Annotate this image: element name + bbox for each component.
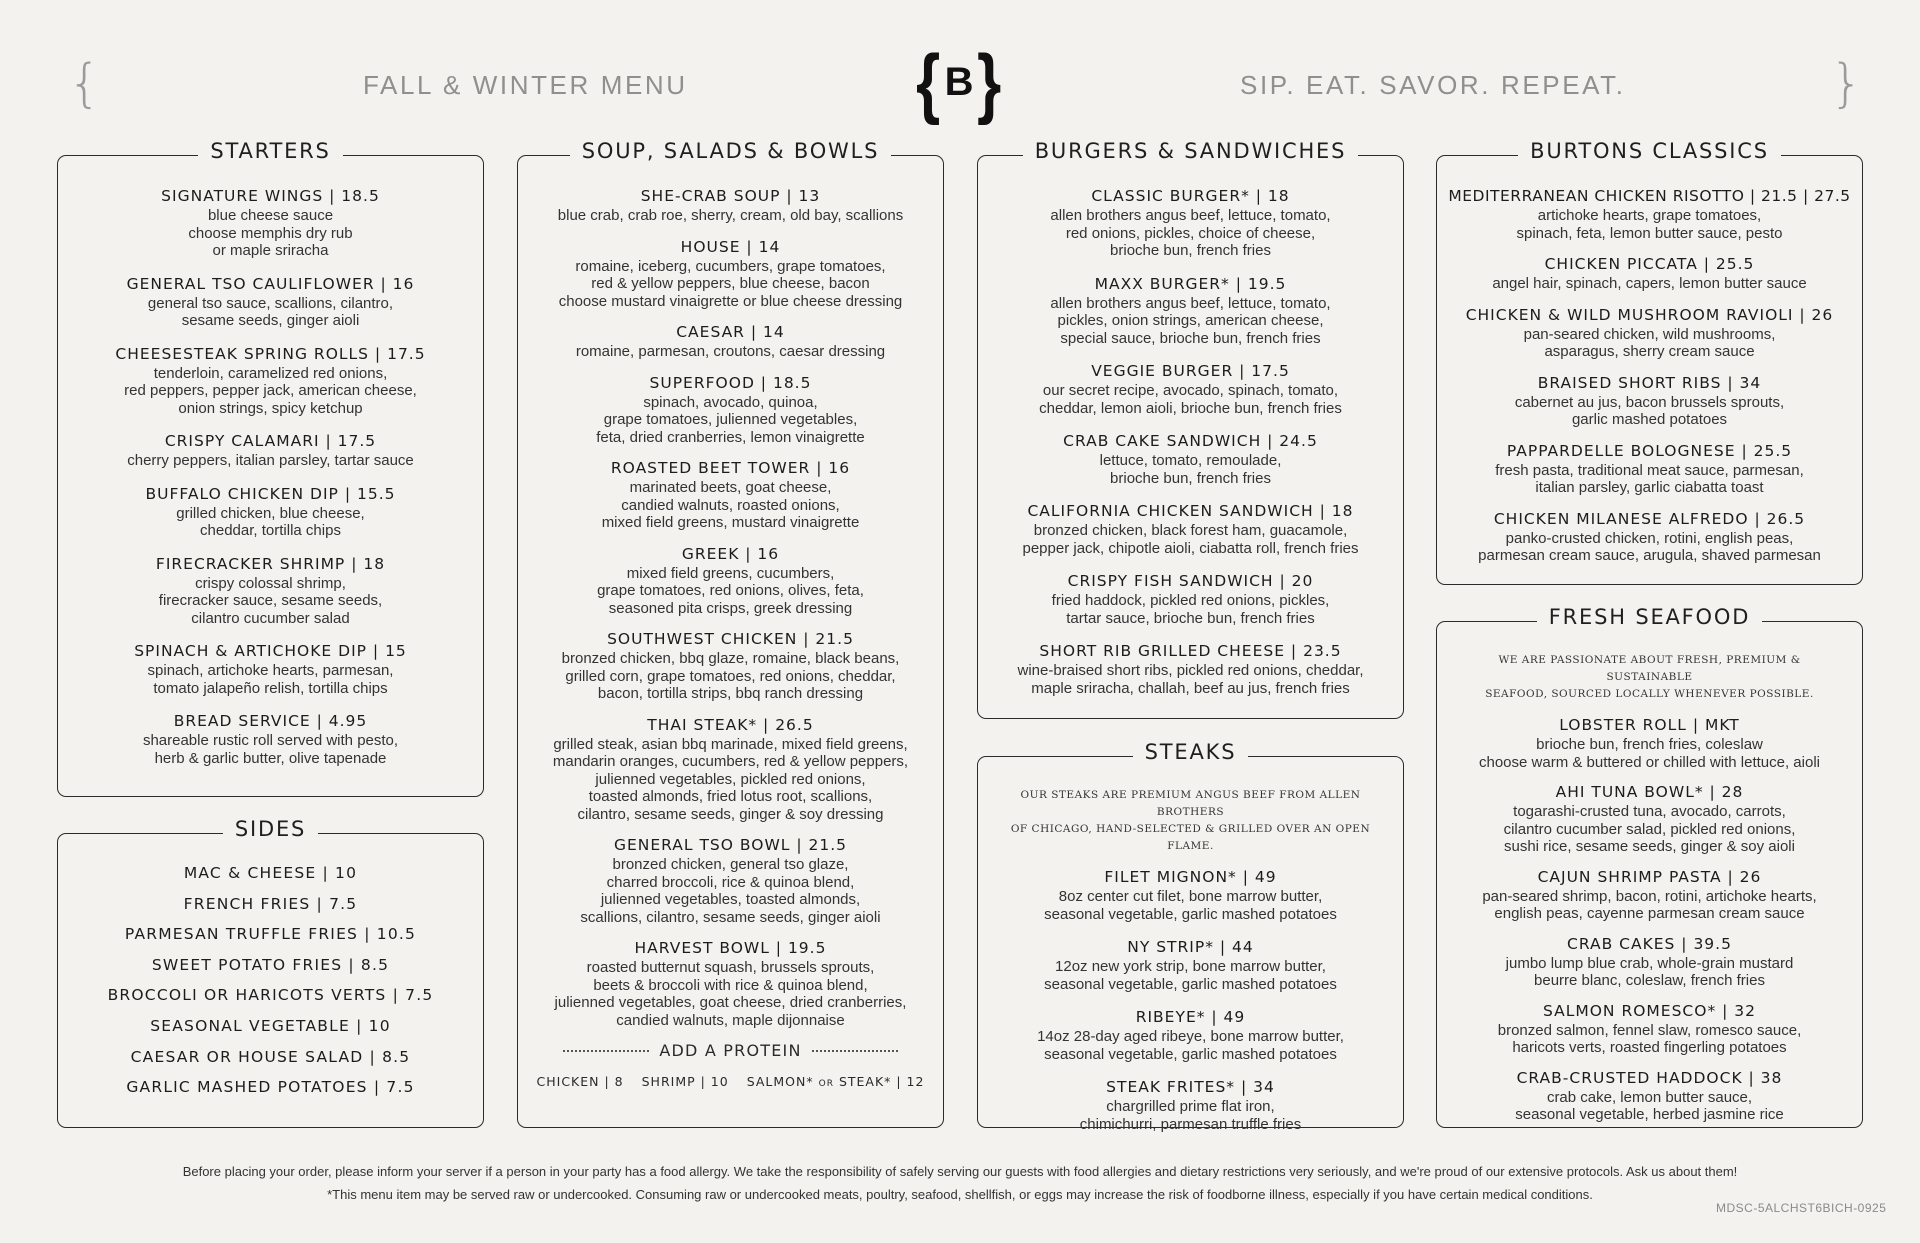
menu-item xyxy=(58,484,483,540)
steaks-title-wrap xyxy=(978,742,1403,763)
desc-line: asparagus, sherry cream sauce xyxy=(1544,343,1755,360)
item-name: FILET MIGNON* | 49 xyxy=(1104,868,1277,886)
desc-line: cherry peppers, italian parsley, tartar sauce xyxy=(127,452,414,469)
item-desc xyxy=(1437,326,1862,361)
item-desc xyxy=(1437,394,1862,429)
item-desc xyxy=(58,662,483,697)
classics-title-wrap xyxy=(1437,141,1862,162)
desc-line: seasonal vegetable, garlic mashed potatoes xyxy=(1044,905,1337,923)
menu-item xyxy=(58,554,483,628)
item-name: CHEESESTEAK SPRING ROLLS | 17.5 xyxy=(115,344,426,363)
desc-line: shareable rustic roll served with pesto, xyxy=(142,732,399,749)
item-desc xyxy=(518,565,943,618)
item-name: SUPERFOOD | 18.5 xyxy=(649,373,812,392)
item-desc xyxy=(58,295,483,330)
desc-line: crab cake, lemon butter sauce, xyxy=(1546,1088,1753,1106)
menu-item xyxy=(978,274,1403,348)
desc-line: chimichurri, parmesan truffle fries xyxy=(1079,1115,1302,1133)
menu-item xyxy=(1437,441,1862,497)
classics-list xyxy=(1437,186,1862,577)
desc-line: 8oz center cut filet, bone marrow butter, xyxy=(1058,888,1323,905)
item-name: AHI TUNA BOWL* | 28 xyxy=(1555,783,1744,801)
item-name: SPINACH & ARTICHOKE DIP | 15 xyxy=(134,642,407,660)
item-name: BRAISED SHORT RIBS | 34 xyxy=(1537,373,1762,392)
desc-line: julienned vegetables, pickled red onions, xyxy=(595,770,866,788)
item-desc xyxy=(978,958,1403,993)
item-name: CRAB CAKE SANDWICH | 24.5 xyxy=(1063,432,1318,450)
desc-line: cheddar, lemon aioli, brioche bun, french fries xyxy=(1039,399,1342,417)
steaks-note xyxy=(978,787,1403,855)
desc-line: brioche bun, french fries xyxy=(1110,469,1271,487)
desc-line: grilled chicken, blue cheese, xyxy=(176,504,365,522)
menu-item xyxy=(518,629,943,703)
desc-line: seasonal vegetable, garlic mashed potatoes xyxy=(1044,1045,1337,1063)
desc-line: choose warm & buttered or chilled with lettuce, aioli xyxy=(1478,753,1820,771)
desc-line: english peas, cayenne parmesan cream sauce xyxy=(1494,905,1805,922)
desc-line: pan-seared shrimp, bacon, rotini, artichoke hearts, xyxy=(1482,887,1817,905)
desc-line: julienned vegetables, goat cheese, dried cranberries, xyxy=(554,994,907,1011)
desc-line: seasoned pita crisps, greek dressing xyxy=(608,599,853,617)
menu-item xyxy=(1437,934,1862,990)
sides-title: SIDES xyxy=(223,817,318,841)
item-desc xyxy=(518,394,943,447)
menu-item xyxy=(1437,715,1862,771)
item-desc xyxy=(518,856,943,926)
item-desc xyxy=(978,662,1403,697)
side-item: GARLIC MASHED POTATOES | 7.5 xyxy=(126,1078,415,1097)
desc-line: grilled corn, grape tomatoes, red onions, cheddar, xyxy=(565,667,896,685)
starters-title-wrap xyxy=(58,141,483,162)
menu-item xyxy=(58,274,483,330)
note-line: WE ARE PASSIONATE ABOUT FRESH, PREMIUM & SUSTAINABLE xyxy=(1498,654,1801,683)
desc-line: candied walnuts, roasted onions, xyxy=(621,496,840,514)
protein-steak: STEAK* | 12 xyxy=(838,1074,925,1089)
item-name: NY STRIP* | 44 xyxy=(1127,938,1254,956)
item-desc xyxy=(1437,955,1862,990)
desc-line: candied walnuts, maple dijonnaise xyxy=(616,1011,845,1029)
desc-line: pepper jack, chipotle aioli, ciabatta roll, french fries xyxy=(1022,539,1359,557)
item-desc xyxy=(58,365,483,418)
soups-title: SOUP, SALADS & BOWLS xyxy=(570,139,891,163)
item-name: THAI STEAK* | 26.5 xyxy=(647,715,814,734)
right-brace-ornament: } xyxy=(1830,54,1864,114)
protein-salmon: SALMON* xyxy=(746,1074,814,1089)
add-protein-title: ADD A PROTEIN xyxy=(659,1041,802,1060)
desc-line: general tso sauce, scallions, cilantro, xyxy=(147,294,394,312)
menu-item xyxy=(1437,186,1862,242)
note-line: OF CHICAGO, HAND-SELECTED & GRILLED OVER AN OPEN FLAME. xyxy=(1010,823,1371,852)
desc-line: bronzed chicken, bbq glaze, romaine, black beans, xyxy=(561,650,900,667)
desc-line: roasted butternut squash, brussels sprouts, xyxy=(586,959,875,976)
protein-chicken: CHICKEN | 8 xyxy=(536,1074,624,1089)
steaks-title: STEAKS xyxy=(1133,740,1249,764)
menu-item xyxy=(518,373,943,447)
desc-line: grilled steak, asian bbq marinade, mixed field greens, xyxy=(553,735,908,753)
desc-line: brioche bun, french fries, coleslaw xyxy=(1536,736,1763,753)
desc-line: romaine, iceberg, cucumbers, grape tomatoes, xyxy=(575,257,886,275)
desc-line: our secret recipe, avocado, spinach, tomato, xyxy=(1042,382,1339,399)
desc-line: tomato jalapeño relish, tortilla chips xyxy=(153,679,388,697)
desc-line: fried haddock, pickled red onions, pickles, xyxy=(1051,592,1330,609)
item-desc xyxy=(518,650,943,703)
menu-item xyxy=(1437,1068,1862,1124)
desc-line: pan-seared chicken, wild mushrooms, xyxy=(1523,325,1776,343)
protein-shrimp: SHRIMP | 10 xyxy=(641,1074,729,1089)
allergy-notice: Before placing your order, please inform your server if a person in your party has a food allergy. We take the responsibility of safely serving our guests with food allergies and dietary restrictions very seriously, and we're proud of our extensive protocols. Ask us about them! xyxy=(182,1164,1738,1179)
item-desc xyxy=(518,258,943,311)
item-desc xyxy=(58,452,483,470)
item-name: PAPPARDELLE BOLOGNESE | 25.5 xyxy=(1506,441,1793,460)
fresh-seafood-section xyxy=(1436,605,1863,1128)
menu-item xyxy=(518,835,943,926)
desc-line: chargrilled prime flat iron, xyxy=(1106,1098,1275,1115)
steaks-section xyxy=(977,740,1404,1133)
menu-code: MDSC-5ALCHST6BICH-0925 xyxy=(1716,1201,1887,1215)
desc-line: spinach, artichoke hearts, parmesan, xyxy=(147,662,394,679)
item-name: MEDITERRANEAN CHICKEN RISOTTO | 21.5 | 27.5 xyxy=(1448,187,1851,205)
item-desc xyxy=(518,207,943,225)
desc-line: spinach, feta, lemon butter sauce, pesto xyxy=(1516,224,1783,242)
desc-line: julienned vegetables, toasted almonds, xyxy=(600,891,861,908)
menu-item xyxy=(978,1077,1403,1133)
logo-letter: B xyxy=(944,59,974,104)
desc-line: parmesan cream sauce, arugula, shaved parmesan xyxy=(1478,547,1821,564)
item-name: LOBSTER ROLL | MKT xyxy=(1559,716,1740,734)
menu-item xyxy=(978,431,1403,487)
desc-line: marinated beets, goat cheese, xyxy=(629,479,832,496)
desc-line: garlic mashed potatoes xyxy=(1571,411,1728,428)
protein-salmon-steak xyxy=(747,1074,925,1089)
protein-options xyxy=(518,1074,943,1089)
item-desc xyxy=(978,1028,1403,1063)
seafood-title: FRESH SEAFOOD xyxy=(1537,605,1762,629)
item-desc xyxy=(518,959,943,1029)
item-name: CRAB CAKES | 39.5 xyxy=(1567,934,1732,953)
desc-line: bronzed salmon, fennel slaw, romesco sauce, xyxy=(1497,1021,1802,1039)
item-desc xyxy=(1437,888,1862,923)
desc-line: bronzed chicken, black forest ham, guacamole, xyxy=(1033,522,1348,539)
burgers-sandwiches-section xyxy=(977,139,1404,719)
item-name: SALMON ROMESCO* | 32 xyxy=(1542,1001,1756,1020)
desc-line: haricots verts, roasted fingerling potatoes xyxy=(1512,1039,1787,1056)
item-name: CAESAR | 14 xyxy=(676,323,785,341)
menu-item xyxy=(518,715,943,824)
item-name: HOUSE | 14 xyxy=(680,237,781,256)
desc-line: sushi rice, sesame seeds, ginger & soy aioli xyxy=(1504,838,1795,855)
desc-line: choose mustard vinaigrette or blue cheese dressing xyxy=(558,292,903,310)
desc-line: 14oz 28-day aged ribeye, bone marrow butter, xyxy=(1037,1028,1344,1045)
desc-line: wine-braised short ribs, pickled red onions, cheddar, xyxy=(1017,662,1364,679)
item-name: GENERAL TSO BOWL | 21.5 xyxy=(613,836,848,854)
desc-line: allen brothers angus beef, lettuce, tomato, xyxy=(1050,207,1331,224)
menu-item xyxy=(58,344,483,418)
desc-line: choose memphis dry rub xyxy=(188,224,353,242)
sides-list xyxy=(58,863,483,1108)
desc-line: mixed field greens, cucumbers, xyxy=(626,564,835,582)
item-name: CHICKEN PICCATA | 25.5 xyxy=(1544,255,1755,273)
dotted-divider xyxy=(563,1050,649,1052)
item-desc xyxy=(518,736,943,824)
starters-section xyxy=(57,139,484,797)
item-desc xyxy=(978,295,1403,348)
menu-item xyxy=(1437,305,1862,361)
desc-line: mixed field greens, mustard vinaigrette xyxy=(601,514,860,531)
burgers-title-wrap xyxy=(978,141,1403,162)
item-desc xyxy=(518,479,943,532)
item-name: SHE-CRAB SOUP | 13 xyxy=(640,187,821,205)
desc-line: tenderloin, caramelized red onions, xyxy=(153,364,388,382)
item-name: CALIFORNIA CHICKEN SANDWICH | 18 xyxy=(1027,502,1354,520)
menu-item xyxy=(1437,782,1862,856)
item-name: VEGGIE BURGER | 17.5 xyxy=(1091,362,1290,380)
menu-item xyxy=(58,641,483,697)
desc-line: cabernet au jus, bacon brussels sprouts, xyxy=(1514,393,1785,411)
desc-line: artichoke hearts, grape tomatoes, xyxy=(1537,207,1762,224)
item-name: ROASTED BEET TOWER | 16 xyxy=(610,459,851,477)
protein-or: OR xyxy=(818,1079,834,1089)
desc-line: onion strings, spicy ketchup xyxy=(178,399,363,417)
brand-tagline: SIP. EAT. SAVOR. REPEAT. xyxy=(1240,70,1626,100)
desc-line: fresh pasta, traditional meat sauce, parmesan, xyxy=(1495,461,1804,479)
item-desc xyxy=(1437,803,1862,856)
seafood-note xyxy=(1437,652,1862,703)
raw-food-warning: *This menu item may be served raw or undercooked. Consuming raw or undercooked meats, poultry, seafood, shellfish, or eggs may increase the risk of foodborne illness, especially if you have certain medical conditions. xyxy=(327,1187,1593,1202)
steaks-list xyxy=(978,787,1403,1147)
item-name: HARVEST BOWL | 19.5 xyxy=(634,939,827,957)
item-desc xyxy=(1437,462,1862,497)
desc-line: grape tomatoes, red onions, olives, feta, xyxy=(597,582,864,599)
desc-line: red peppers, pepper jack, american cheese, xyxy=(124,382,417,399)
item-desc xyxy=(1437,207,1862,242)
menu-item xyxy=(518,938,943,1029)
desc-line: bacon, tortilla strips, bbq ranch dressing xyxy=(597,685,864,702)
desc-line: spinach, avocado, quinoa, xyxy=(643,393,818,411)
desc-line: cheddar, tortilla chips xyxy=(200,522,341,539)
item-name: BREAD SERVICE | 4.95 xyxy=(173,712,368,730)
desc-line: brioche bun, french fries xyxy=(1110,242,1271,259)
desc-line: italian parsley, garlic ciabatta toast xyxy=(1535,479,1764,496)
item-desc xyxy=(978,382,1403,417)
desc-line: cilantro cucumber salad xyxy=(191,609,350,627)
item-name: GENERAL TSO CAULIFLOWER | 16 xyxy=(126,274,415,293)
item-desc xyxy=(978,592,1403,627)
item-name: MAXX BURGER* | 19.5 xyxy=(1094,274,1287,293)
sides-section xyxy=(57,817,484,1128)
soups-salads-bowls-section xyxy=(517,139,944,1128)
note-line: SEAFOOD, SOURCED LOCALLY WHENEVER POSSIBLE. xyxy=(1485,688,1814,700)
item-desc xyxy=(978,522,1403,557)
item-desc xyxy=(978,207,1403,260)
menu-item xyxy=(1437,254,1862,293)
starters-title: STARTERS xyxy=(198,139,342,163)
item-name: FIRECRACKER SHRIMP | 18 xyxy=(155,554,386,573)
desc-line: charred broccoli, rice & quinoa blend, xyxy=(606,873,855,891)
desc-line: lettuce, tomato, remoulade, xyxy=(1099,452,1282,469)
add-protein-header xyxy=(518,1041,943,1060)
side-item: SEASONAL VEGETABLE | 10 xyxy=(150,1016,391,1035)
desc-line: toasted almonds, fried lotus root, scallions, xyxy=(588,788,873,805)
menu-item xyxy=(978,361,1403,417)
menu-item xyxy=(978,501,1403,557)
soups-title-wrap xyxy=(518,141,943,162)
item-name: CRISPY CALAMARI | 17.5 xyxy=(164,432,377,450)
desc-line: pickles, onion strings, american cheese, xyxy=(1057,312,1324,329)
note-line: OUR STEAKS ARE PREMIUM ANGUS BEEF FROM ALLEN BROTHERS xyxy=(1020,789,1361,818)
menu-item xyxy=(518,186,943,225)
item-desc xyxy=(1437,736,1862,771)
desc-line: panko-crusted chicken, rotini, english peas, xyxy=(1505,529,1794,547)
menu-season-title: FALL & WINTER MENU xyxy=(363,70,688,100)
item-desc xyxy=(58,575,483,628)
item-name: STEAK FRITES* | 34 xyxy=(1106,1078,1275,1096)
desc-line: bronzed chicken, general tso glaze, xyxy=(612,856,849,873)
desc-line: 12oz new york strip, bone marrow butter, xyxy=(1055,958,1326,975)
desc-line: jumbo lump blue crab, whole-grain mustard xyxy=(1505,954,1794,972)
item-desc xyxy=(978,452,1403,487)
desc-line: mandarin oranges, cucumbers, red & yellow peppers, xyxy=(552,753,909,770)
menu-item xyxy=(978,641,1403,697)
burgers-title: BURGERS & SANDWICHES xyxy=(1023,139,1359,163)
item-name: SIGNATURE WINGS | 18.5 xyxy=(161,187,380,205)
menu-item xyxy=(518,458,943,532)
item-desc xyxy=(1437,1089,1862,1124)
desc-line: beurre blanc, coleslaw, french fries xyxy=(1534,972,1765,989)
desc-line: firecracker sauce, sesame seeds, xyxy=(158,592,383,609)
item-name: CRISPY FISH SANDWICH | 20 xyxy=(1067,572,1314,590)
item-desc xyxy=(978,1098,1403,1133)
desc-line: tartar sauce, brioche bun, french fries xyxy=(1066,609,1315,627)
side-item: MAC & CHEESE | 10 xyxy=(183,864,358,882)
menu-item xyxy=(518,544,943,618)
menu-item xyxy=(518,237,943,311)
item-name: CRAB-CRUSTED HADDOCK | 38 xyxy=(1516,1068,1783,1087)
item-name: RIBEYE* | 49 xyxy=(1135,1008,1246,1026)
item-desc xyxy=(58,505,483,540)
desc-line: scallions, cilantro, sesame seeds, ginger aioli xyxy=(580,908,881,926)
side-item: FRENCH FRIES | 7.5 xyxy=(183,894,358,913)
seafood-title-wrap xyxy=(1437,607,1862,628)
menu-item xyxy=(58,711,483,767)
desc-line: beets & broccoli with rice & quinoa blend, xyxy=(593,976,868,994)
desc-line: special sauce, brioche bun, french fries xyxy=(1060,329,1321,347)
side-item: SWEET POTATO FRIES | 8.5 xyxy=(151,955,390,974)
left-brace-ornament: { xyxy=(68,54,102,114)
item-name: GREEK | 16 xyxy=(681,544,780,563)
desc-line: sesame seeds, ginger aioli xyxy=(181,312,360,329)
menu-item xyxy=(58,431,483,470)
side-item: BROCCOLI OR HARICOTS VERTS | 7.5 xyxy=(107,986,434,1005)
logo-brace-right: } xyxy=(977,38,1002,126)
item-desc xyxy=(1437,1022,1862,1057)
desc-line: feta, dried cranberries, lemon vinaigrette xyxy=(596,428,865,446)
desc-line: angel hair, spinach, capers, lemon butter sauce xyxy=(1492,275,1807,292)
menu-item xyxy=(978,1007,1403,1063)
item-name: CHICKEN MILANESE ALFREDO | 26.5 xyxy=(1493,509,1806,528)
soups-list xyxy=(518,186,943,1089)
item-name: BUFFALO CHICKEN DIP | 15.5 xyxy=(145,484,396,503)
desc-line: herb & garlic butter, olive tapenade xyxy=(154,749,387,767)
menu-item xyxy=(1437,867,1862,923)
desc-line: togarashi-crusted tuna, avocado, carrots, xyxy=(1513,803,1786,820)
menu-item xyxy=(58,186,483,260)
item-desc xyxy=(58,732,483,767)
burgers-list xyxy=(978,186,1403,711)
brand-logo xyxy=(918,40,1000,124)
menu-item xyxy=(978,937,1403,993)
desc-line: maple sriracha, challah, beef au jus, french fries xyxy=(1031,679,1350,697)
item-desc xyxy=(978,888,1403,923)
menu-item xyxy=(518,322,943,361)
desc-line: or maple sriracha xyxy=(212,242,329,259)
item-name: CLASSIC BURGER* | 18 xyxy=(1091,187,1290,205)
menu-item xyxy=(978,571,1403,627)
menu-item xyxy=(978,186,1403,260)
item-name: SHORT RIB GRILLED CHEESE | 23.5 xyxy=(1039,642,1342,660)
desc-line: grape tomatoes, julienned vegetables, xyxy=(603,411,858,428)
item-name: CAJUN SHRIMP PASTA | 26 xyxy=(1537,867,1762,886)
desc-line: cilantro, sesame seeds, ginger & soy dressing xyxy=(577,805,884,823)
desc-line: seasonal vegetable, herbed jasmine rice xyxy=(1515,1106,1784,1123)
side-item: PARMESAN TRUFFLE FRIES | 10.5 xyxy=(124,925,417,944)
desc-line: red onions, pickles, choice of cheese, xyxy=(1065,224,1316,242)
item-desc xyxy=(518,343,943,361)
desc-line: red & yellow peppers, blue cheese, bacon xyxy=(591,275,870,292)
desc-line: crispy colossal shrimp, xyxy=(195,574,346,592)
item-desc xyxy=(1437,530,1862,565)
menu-item xyxy=(978,867,1403,923)
side-item: CAESAR OR HOUSE SALAD | 8.5 xyxy=(130,1047,411,1066)
dotted-divider xyxy=(812,1050,898,1052)
sides-title-wrap xyxy=(58,819,483,840)
desc-line: blue cheese sauce xyxy=(207,207,334,224)
seafood-list xyxy=(1437,652,1862,1135)
desc-line: blue crab, crab roe, sherry, cream, old bay, scallions xyxy=(557,207,904,224)
menu-item xyxy=(1437,1001,1862,1057)
desc-line: allen brothers angus beef, lettuce, tomato, xyxy=(1050,294,1331,312)
menu-item xyxy=(1437,509,1862,565)
menu-item xyxy=(1437,373,1862,429)
starters-list xyxy=(58,186,483,781)
item-name: CHICKEN & WILD MUSHROOM RAVIOLI | 26 xyxy=(1465,305,1834,324)
desc-line: seasonal vegetable, garlic mashed potatoes xyxy=(1044,975,1337,993)
desc-line: cilantro cucumber salad, pickled red onions, xyxy=(1503,820,1796,838)
item-desc xyxy=(58,207,483,260)
logo-brace-left: { xyxy=(916,38,941,126)
burtons-classics-section xyxy=(1436,139,1863,585)
item-desc xyxy=(1437,275,1862,293)
item-name: SOUTHWEST CHICKEN | 21.5 xyxy=(607,630,854,648)
desc-line: romaine, parmesan, croutons, caesar dressing xyxy=(575,343,886,360)
classics-title: BURTONS CLASSICS xyxy=(1518,139,1781,163)
